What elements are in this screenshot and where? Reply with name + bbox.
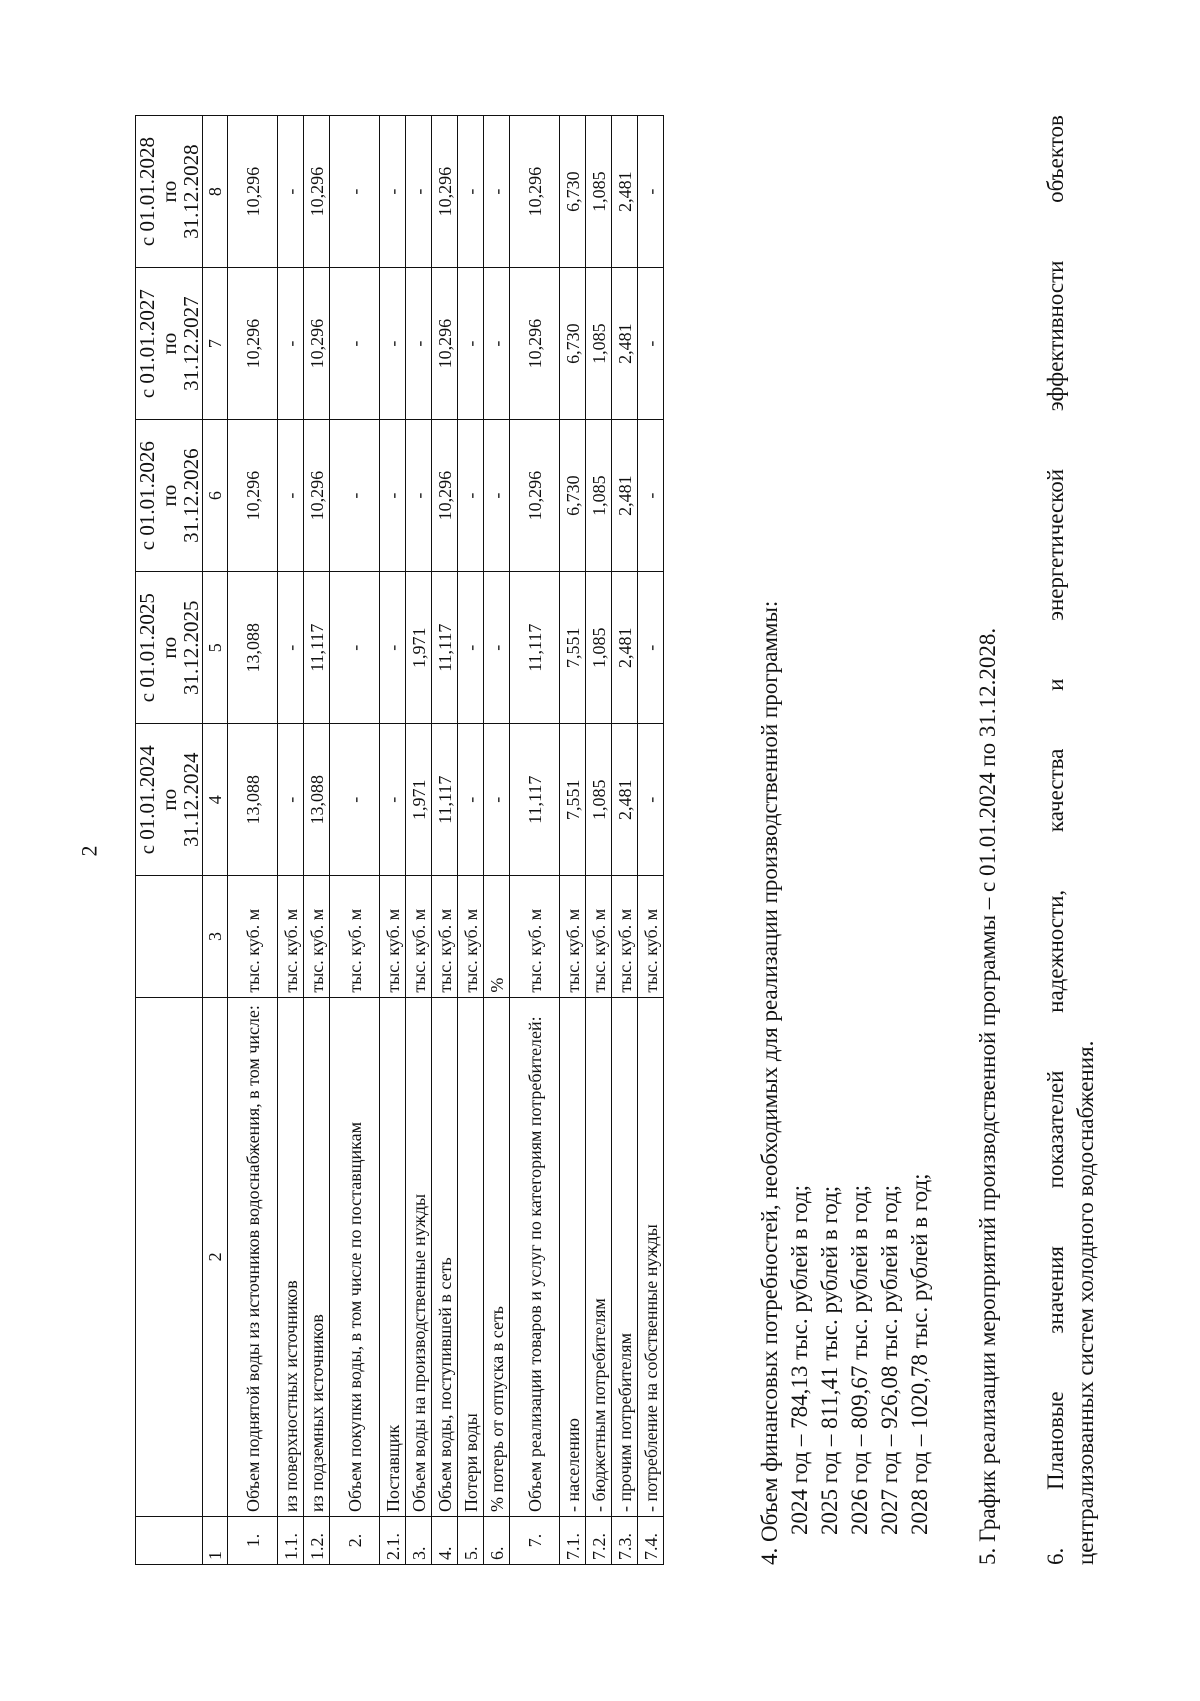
row-value: 10,296 xyxy=(304,116,330,268)
row-value: - xyxy=(638,116,664,268)
row-value: 11,117 xyxy=(510,572,560,724)
section-6-word: показателей xyxy=(1043,1070,1068,1189)
row-value: 1,085 xyxy=(586,572,612,724)
row-number: 2.1. xyxy=(380,1517,406,1565)
section-6-word: и xyxy=(1043,678,1068,691)
row-value: 10,296 xyxy=(432,268,458,420)
row-value: 10,296 xyxy=(432,420,458,572)
row-unit: тыс. куб. м xyxy=(560,876,586,997)
row-indicator-name: % потерь от отпуска в сеть xyxy=(484,997,510,1516)
table-row xyxy=(432,116,458,1565)
row-value: 10,296 xyxy=(304,268,330,420)
row-value: - xyxy=(330,268,380,420)
row-indicator-name: Потери воды xyxy=(458,997,484,1516)
row-value: 13,088 xyxy=(304,724,330,876)
row-value: 6,730 xyxy=(560,420,586,572)
row-value: 10,296 xyxy=(510,268,560,420)
section-4-financial-needs xyxy=(755,115,935,1565)
row-value: - xyxy=(278,572,304,724)
row-value: - xyxy=(278,268,304,420)
row-value: 10,296 xyxy=(228,116,278,268)
row-unit: тыс. куб. м xyxy=(432,876,458,997)
row-number: 1.1. xyxy=(278,1517,304,1565)
section-4-line: 2025 год – 811,41 тыс. рублей в год; xyxy=(817,1185,842,1535)
row-indicator-name: Объем реализации товаров и услуг по категориям потребителей: xyxy=(510,997,560,1516)
row-value: 6,730 xyxy=(560,116,586,268)
row-value: 10,296 xyxy=(228,420,278,572)
section-6-word: энергетической xyxy=(1043,468,1068,621)
section-4-line: 2027 год – 926,08 тыс. рублей в год; xyxy=(877,1184,902,1535)
row-value: - xyxy=(638,724,664,876)
table-row xyxy=(278,116,304,1565)
production-program-table xyxy=(135,115,664,1565)
row-value: 2,481 xyxy=(612,116,638,268)
row-value: - xyxy=(638,420,664,572)
column-number: 5 xyxy=(203,572,228,724)
row-unit: тыс. куб. м xyxy=(638,876,664,997)
row-value: - xyxy=(330,572,380,724)
row-value: 10,296 xyxy=(432,116,458,268)
row-value: - xyxy=(406,268,432,420)
rotated-landscape-content xyxy=(135,115,1098,1565)
table-row xyxy=(510,116,560,1565)
section-6-word: 6. xyxy=(1043,1547,1068,1565)
row-value: 10,296 xyxy=(510,420,560,572)
row-value: 1,971 xyxy=(406,572,432,724)
row-value: - xyxy=(458,724,484,876)
column-number: 7 xyxy=(203,268,228,420)
row-value: 2,481 xyxy=(612,420,638,572)
row-indicator-name: из подземных источников xyxy=(304,997,330,1516)
row-value: - xyxy=(380,268,406,420)
row-value: 7,551 xyxy=(560,724,586,876)
section-6-indicators xyxy=(1041,115,1101,1565)
row-indicator-name: Объем покупки воды, в том числе по поставщикам xyxy=(330,997,380,1516)
row-value: 1,085 xyxy=(586,268,612,420)
column-number: 1 xyxy=(203,1517,228,1565)
row-unit: тыс. куб. м xyxy=(458,876,484,997)
row-number: 7. xyxy=(510,1517,560,1565)
row-value: - xyxy=(484,420,510,572)
section-4-line: 2026 год – 809,67 тыс. рублей в год; xyxy=(847,1184,872,1535)
section-4-title: 4. Объем финансовых потребностей, необходимых для реализации производственной программы: xyxy=(757,600,782,1565)
row-value: 1,085 xyxy=(586,420,612,572)
header-period: с 01.01.2025 по 31.12.2025 xyxy=(136,572,203,724)
row-unit: % xyxy=(484,876,510,997)
row-value: - xyxy=(458,572,484,724)
table-row xyxy=(330,116,380,1565)
row-value: 13,088 xyxy=(228,724,278,876)
header-period: с 01.01.2027 по 31.12.2027 xyxy=(136,268,203,420)
row-value: - xyxy=(484,724,510,876)
row-value: 11,117 xyxy=(432,724,458,876)
header-period: с 01.01.2026 по 31.12.2026 xyxy=(136,420,203,572)
table-row xyxy=(638,116,664,1565)
column-number: 6 xyxy=(203,420,228,572)
section-6-word: Плановые xyxy=(1043,1391,1068,1491)
row-unit: тыс. куб. м xyxy=(228,876,278,997)
header-period: с 01.01.2024 по 31.12.2024 xyxy=(136,724,203,876)
header-period: с 01.01.2028 по 31.12.2028 xyxy=(136,116,203,268)
row-value: - xyxy=(484,116,510,268)
table-row xyxy=(586,116,612,1565)
section-6-word: качества xyxy=(1043,748,1068,833)
row-value: - xyxy=(638,268,664,420)
row-indicator-name: Объем воды, поступившей в сеть xyxy=(432,997,458,1516)
table-row xyxy=(228,116,278,1565)
row-indicator-name: - прочим потребителям xyxy=(612,997,638,1516)
row-unit: тыс. куб. м xyxy=(406,876,432,997)
section-6-line-2: централизованных систем холодного водоснабжения. xyxy=(1073,1040,1098,1565)
section-4-line: 2024 год – 784,13 тыс. рублей в год; xyxy=(787,1184,812,1535)
row-value: - xyxy=(330,724,380,876)
row-unit: тыс. куб. м xyxy=(612,876,638,997)
row-indicator-name: - бюджетным потребителям xyxy=(586,997,612,1516)
row-value: 7,551 xyxy=(560,572,586,724)
row-value: 11,117 xyxy=(304,572,330,724)
row-value: - xyxy=(278,724,304,876)
section-6-word: объектов xyxy=(1043,115,1068,203)
row-value: - xyxy=(458,420,484,572)
row-value: - xyxy=(330,116,380,268)
header-empty-cell xyxy=(136,1517,203,1565)
row-unit: тыс. куб. м xyxy=(510,876,560,997)
table-row xyxy=(484,116,510,1565)
row-value: - xyxy=(278,116,304,268)
row-value: 10,296 xyxy=(228,268,278,420)
section-6-word: эффективности xyxy=(1043,260,1068,412)
row-value: 1,971 xyxy=(406,724,432,876)
row-number: 3. xyxy=(406,1517,432,1565)
row-value: - xyxy=(406,420,432,572)
row-value: 10,296 xyxy=(510,116,560,268)
row-value: 2,481 xyxy=(612,724,638,876)
row-value: 1,085 xyxy=(586,116,612,268)
row-number: 7.1. xyxy=(560,1517,586,1565)
table-row xyxy=(406,116,432,1565)
row-value: - xyxy=(380,420,406,572)
row-value: 11,117 xyxy=(510,724,560,876)
section-5-text: 5. График реализации мероприятий производственной программы – с 01.01.2024 по 31.12.2028. xyxy=(975,627,1000,1565)
row-indicator-name: Поставщик xyxy=(380,997,406,1516)
row-number: 1.2. xyxy=(304,1517,330,1565)
column-number-row xyxy=(203,116,228,1565)
row-number: 1. xyxy=(228,1517,278,1565)
row-value: 2,481 xyxy=(612,268,638,420)
table-row xyxy=(612,116,638,1565)
row-value: 10,296 xyxy=(304,420,330,572)
row-unit: тыс. куб. м xyxy=(304,876,330,997)
row-indicator-name: из поверхностных источников xyxy=(278,997,304,1516)
row-value: - xyxy=(380,572,406,724)
row-number: 7.2. xyxy=(586,1517,612,1565)
section-6-line-1 xyxy=(1041,115,1071,1565)
row-value: 1,085 xyxy=(586,724,612,876)
row-value: 6,730 xyxy=(560,268,586,420)
table-row xyxy=(560,116,586,1565)
table-row xyxy=(458,116,484,1565)
row-value: - xyxy=(380,724,406,876)
row-value: - xyxy=(330,420,380,572)
header-empty-cell xyxy=(136,997,203,1516)
row-number: 7.4. xyxy=(638,1517,664,1565)
row-value: - xyxy=(458,116,484,268)
row-value: - xyxy=(380,116,406,268)
header-empty-cell xyxy=(136,876,203,997)
row-value: - xyxy=(458,268,484,420)
column-number: 2 xyxy=(203,997,228,1516)
column-number: 3 xyxy=(203,876,228,997)
section-4-line: 2028 год – 1020,78 тыс. рублей в год; xyxy=(907,1173,932,1535)
section-6-word: надежности, xyxy=(1043,889,1068,1013)
table-row xyxy=(380,116,406,1565)
row-value: 13,088 xyxy=(228,572,278,724)
row-value: 2,481 xyxy=(612,572,638,724)
row-number: 4. xyxy=(432,1517,458,1565)
row-indicator-name: Объем поднятой воды из источников водоснабжения, в том числе: xyxy=(228,997,278,1516)
row-unit: тыс. куб. м xyxy=(586,876,612,997)
column-number: 8 xyxy=(203,116,228,268)
row-unit: тыс. куб. м xyxy=(380,876,406,997)
row-value: - xyxy=(484,268,510,420)
table-header-row xyxy=(136,116,203,1565)
column-number: 4 xyxy=(203,724,228,876)
row-value: 11,117 xyxy=(432,572,458,724)
table-row xyxy=(304,116,330,1565)
row-unit: тыс. куб. м xyxy=(278,876,304,997)
row-number: 7.3. xyxy=(612,1517,638,1565)
row-value: - xyxy=(484,572,510,724)
page-number: 2 xyxy=(76,845,102,857)
row-value: - xyxy=(406,116,432,268)
section-6-word: значения xyxy=(1043,1246,1068,1334)
section-5-schedule xyxy=(973,115,1003,1565)
row-indicator-name: Объем воды на производственные нужды xyxy=(406,997,432,1516)
row-unit: тыс. куб. м xyxy=(330,876,380,997)
row-number: 2. xyxy=(330,1517,380,1565)
row-number: 5. xyxy=(458,1517,484,1565)
text-block xyxy=(755,115,1101,1565)
row-indicator-name: - населению xyxy=(560,997,586,1516)
row-indicator-name: - потребление на собственные нужды xyxy=(638,997,664,1516)
row-number: 6. xyxy=(484,1517,510,1565)
row-value: - xyxy=(278,420,304,572)
row-value: - xyxy=(638,572,664,724)
